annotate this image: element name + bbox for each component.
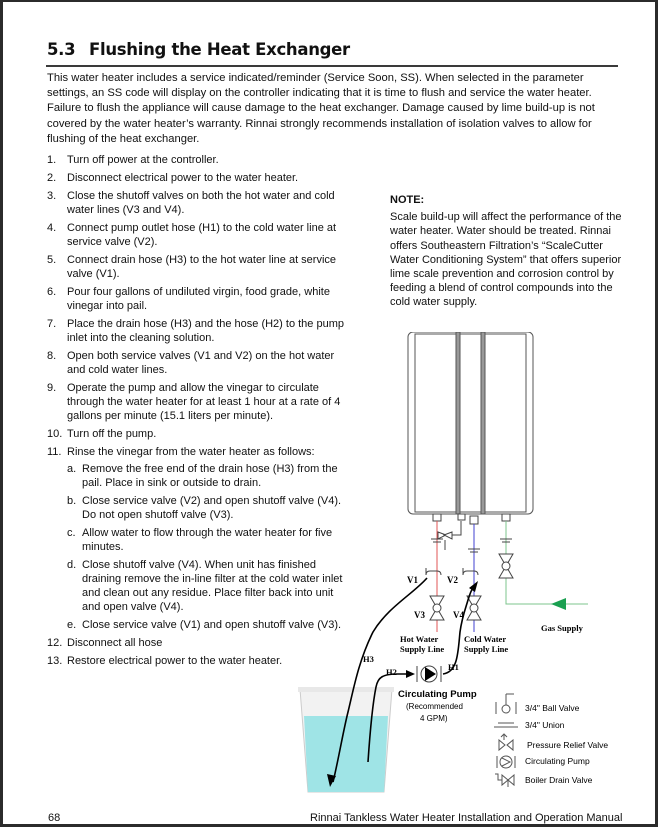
step-text: Connect drain hose (H3) to the hot water line at service valve (V1). — [67, 254, 337, 280]
step-number: 10. — [47, 428, 63, 440]
legend-label: 3/4" Ball Valve — [525, 703, 580, 713]
legend-label: Circulating Pump — [525, 756, 590, 766]
step-number: 9. — [47, 382, 57, 394]
cold-line-label-2: Supply Line — [464, 644, 509, 654]
step-number: 3. — [47, 190, 57, 202]
pump-title: Circulating Pump — [398, 689, 477, 700]
legend — [494, 694, 608, 787]
label-h2: H2 — [386, 667, 397, 677]
step-text: Operate the pump and allow the vinegar to circulate through the water heater for at least 1 hour at a rate of 4 gallons per minute (15.1 liters per minute). — [67, 382, 341, 422]
legend-item — [494, 720, 565, 730]
union-icon — [494, 723, 518, 727]
legend-label: Pressure Relief Valve — [527, 740, 609, 750]
section-heading: Flushing the Heat Exchanger — [89, 40, 350, 59]
step-number: 5. — [47, 254, 57, 266]
circulating-pump-icon — [497, 756, 515, 768]
union-icon — [431, 539, 512, 552]
substep-letter: c. — [67, 527, 76, 539]
step-item — [47, 221, 347, 249]
footer-manual-title: Rinnai Tankless Water Heater Installation and Operation Manual — [310, 812, 623, 824]
circulating-pump-icon — [417, 666, 441, 682]
note-text: Scale build-up will affect the performance of the water heater. Water should be treated. Rinnai offers Southeastern Filtration’s “ScaleCutter Water Conditioning System” that offers superior lime scale prevention and corrosion control by feeding a blend of control compounds into the cold water supply. — [390, 211, 622, 309]
substep-letter: e. — [67, 619, 77, 631]
label-v2: V2 — [447, 575, 458, 585]
intro-paragraph: This water heater includes a service indicated/reminder (Service Soon, SS). When selected in the parameter settings, an SS code will display on the controller indicating that it is time to flush and service the water heater. Failure to flush the appliance will cause damage to the heat exchanger. Damage caused by lime build-up is not covered by the water heater’s warranty. Rinnai strongly recommends installation of isolation valves to allow for flushing of the heat exchanger. — [47, 72, 595, 145]
manual-page — [3, 2, 655, 824]
pressure-relief-valve-icon — [499, 734, 513, 750]
legend-item — [497, 756, 590, 768]
step-text: Turn off power at the controller. — [67, 154, 219, 166]
legend-item — [496, 694, 580, 714]
step-text: Disconnect all hose — [67, 637, 163, 649]
label-h3: H3 — [363, 654, 374, 664]
step-number: 1. — [47, 154, 57, 166]
label-v4: V4 — [453, 610, 464, 620]
step-item — [47, 153, 347, 167]
step-text: Rinse the vinegar from the water heater as follows: — [67, 446, 315, 458]
note-box — [390, 193, 625, 310]
legend-item — [495, 774, 593, 787]
step-number: 7. — [47, 318, 57, 330]
legend-label: 3/4" Union — [525, 720, 565, 730]
ball-valve-icon — [496, 694, 516, 714]
step-number: 11. — [47, 446, 62, 458]
hot-line-label-2: Supply Line — [400, 644, 445, 654]
step-number: 2. — [47, 172, 57, 184]
step-number: 13. — [47, 655, 63, 667]
pail — [298, 687, 394, 792]
substep-text: Remove the free end of the drain hose (H3) from the pail. Place in sink or outside to drain. — [82, 463, 338, 489]
label-v3: V3 — [414, 610, 425, 620]
step-item — [47, 171, 347, 185]
step-text: Turn off the pump. — [67, 428, 157, 440]
connectors — [433, 514, 510, 524]
water-heater-unit — [408, 332, 533, 514]
substep-text: Allow water to flow through the water heater for five minutes. — [82, 527, 333, 553]
hose-h2-arrow — [406, 670, 415, 678]
step-item — [47, 285, 347, 313]
step-text: Connect pump outlet hose (H1) to the cold water line at service valve (V2). — [67, 222, 337, 248]
gas-line — [506, 521, 588, 604]
legend-label: Boiler Drain Valve — [525, 775, 593, 785]
step-item — [47, 253, 347, 281]
step-text: Open both service valves (V1 and V2) on the hot water and cold water lines. — [67, 350, 335, 376]
substep-text: Close service valve (V1) and open shutoff valve (V3). — [82, 619, 342, 631]
step-text: Disconnect electrical power to the water heater. — [67, 172, 299, 184]
title-rule — [46, 65, 618, 67]
step-text: Restore electrical power to the water heater. — [67, 655, 283, 667]
gas-flow-arrow — [551, 598, 566, 610]
legend-item — [499, 734, 608, 750]
gas-supply-label: Gas Supply — [541, 623, 583, 633]
hot-line-label-1: Hot Water — [400, 634, 439, 644]
substep-letter: a. — [67, 463, 77, 475]
flushing-diagram — [288, 332, 658, 802]
label-h1: H1 — [448, 662, 459, 672]
step-number: 8. — [47, 350, 57, 362]
page-number: 68 — [48, 812, 61, 824]
service-valves — [426, 568, 478, 575]
step-number: 6. — [47, 286, 57, 298]
step-number: 12. — [47, 637, 63, 649]
substep-text: Close shutoff valve (V4). When unit has finished draining remove the in-line filter at the cold water inlet and clean out any residue. Place filter back into unit and open valve (V4). — [82, 559, 343, 613]
step-number: 4. — [47, 222, 57, 234]
step-item — [47, 189, 347, 217]
step-text: Pour four gallons of undiluted virgin, food grade, white vinegar into pail. — [67, 286, 330, 312]
boiler-drain-valve-icon — [495, 774, 514, 787]
pump-note-1: (Recommended — [406, 702, 463, 711]
label-v1: V1 — [407, 575, 418, 585]
section-title — [47, 40, 350, 59]
step-text: Place the drain hose (H3) and the hose (H2) to the pump inlet into the cleaning solution. — [67, 318, 344, 344]
note-heading: NOTE: — [390, 194, 425, 206]
step-text: Close the shutoff valves on both the hot water and cold water lines (V3 and V4). — [67, 190, 335, 216]
substep-letter: d. — [67, 559, 77, 571]
section-number: 5.3 — [47, 40, 76, 59]
substep-letter: b. — [67, 495, 77, 507]
pressure-relief-valve-icon — [438, 521, 461, 550]
pump-note-2: 4 GPM) — [420, 714, 448, 723]
cold-line-label-1: Cold Water — [464, 634, 507, 644]
substep-text: Close service valve (V2) and open shutoff valve (V4). Do not open shutoff valve (V3). — [82, 495, 342, 521]
